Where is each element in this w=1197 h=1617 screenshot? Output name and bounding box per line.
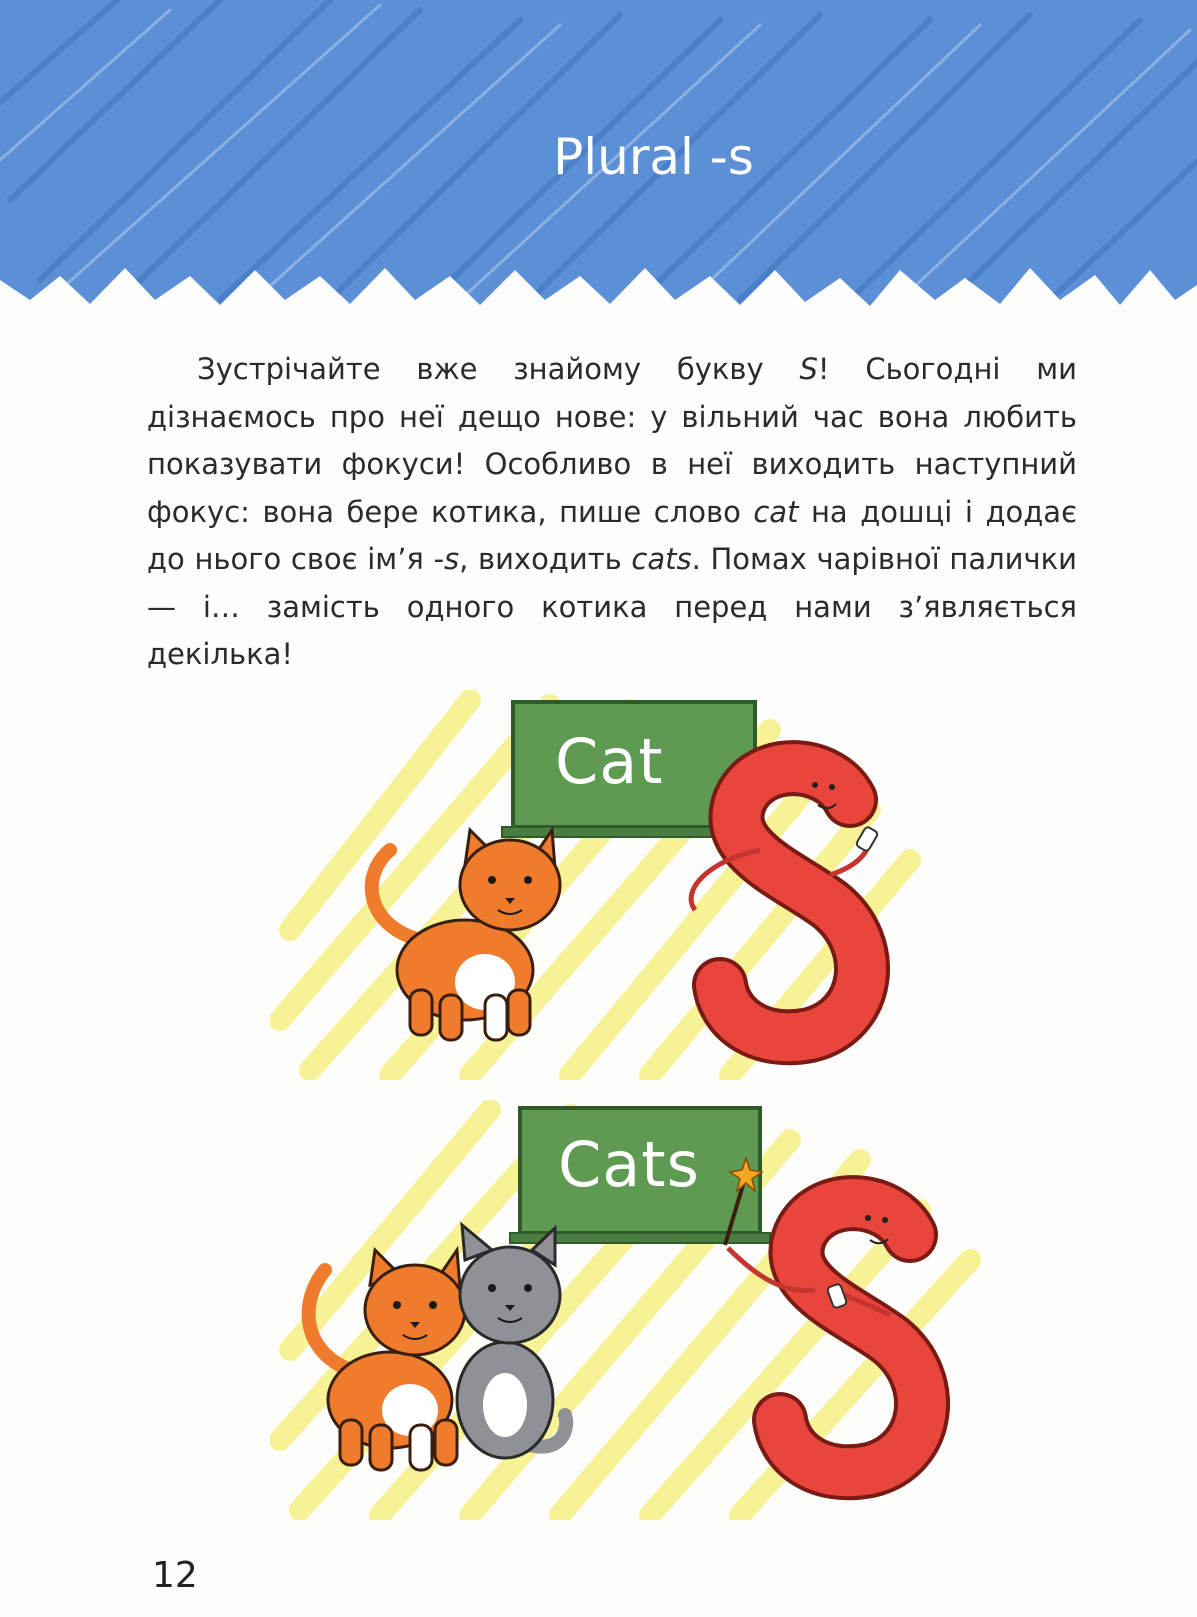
suffix-s-italic: -s [433, 542, 460, 576]
paragraph-text: Зустрічайте вже знайому букву [197, 352, 800, 386]
letter-s-italic: S [799, 352, 818, 386]
page-number: 12 [152, 1555, 198, 1596]
paragraph-text: на дошці і додає до нього своє ім’я [147, 494, 1077, 576]
paragraph-text: ! Сьогодні ми дізнаємось про неї дещо нове: у вільний час вона любить показувати фокуси! Особливо в неї виходить наступний фокус: вона бере котика, пише слово [147, 352, 1078, 529]
page-title: Plural -s [553, 128, 754, 186]
header-banner [0, 0, 1197, 330]
board-word-cat: Cat [555, 725, 664, 798]
board-word-cats: Cats [558, 1128, 700, 1201]
intro-paragraph [147, 346, 1077, 679]
paragraph-text: . Помах чарівної палички — і… замість одного котика перед нами з’являється декілька! [147, 542, 1077, 671]
grey-cat-illustration [457, 1225, 566, 1458]
illustration-two-cats [270, 1100, 1010, 1520]
word-cats-italic: cats [631, 542, 692, 576]
illustration-single-cat [270, 690, 950, 1080]
word-cat-italic: cat [753, 494, 799, 529]
paragraph-text: , виходить [459, 542, 632, 576]
